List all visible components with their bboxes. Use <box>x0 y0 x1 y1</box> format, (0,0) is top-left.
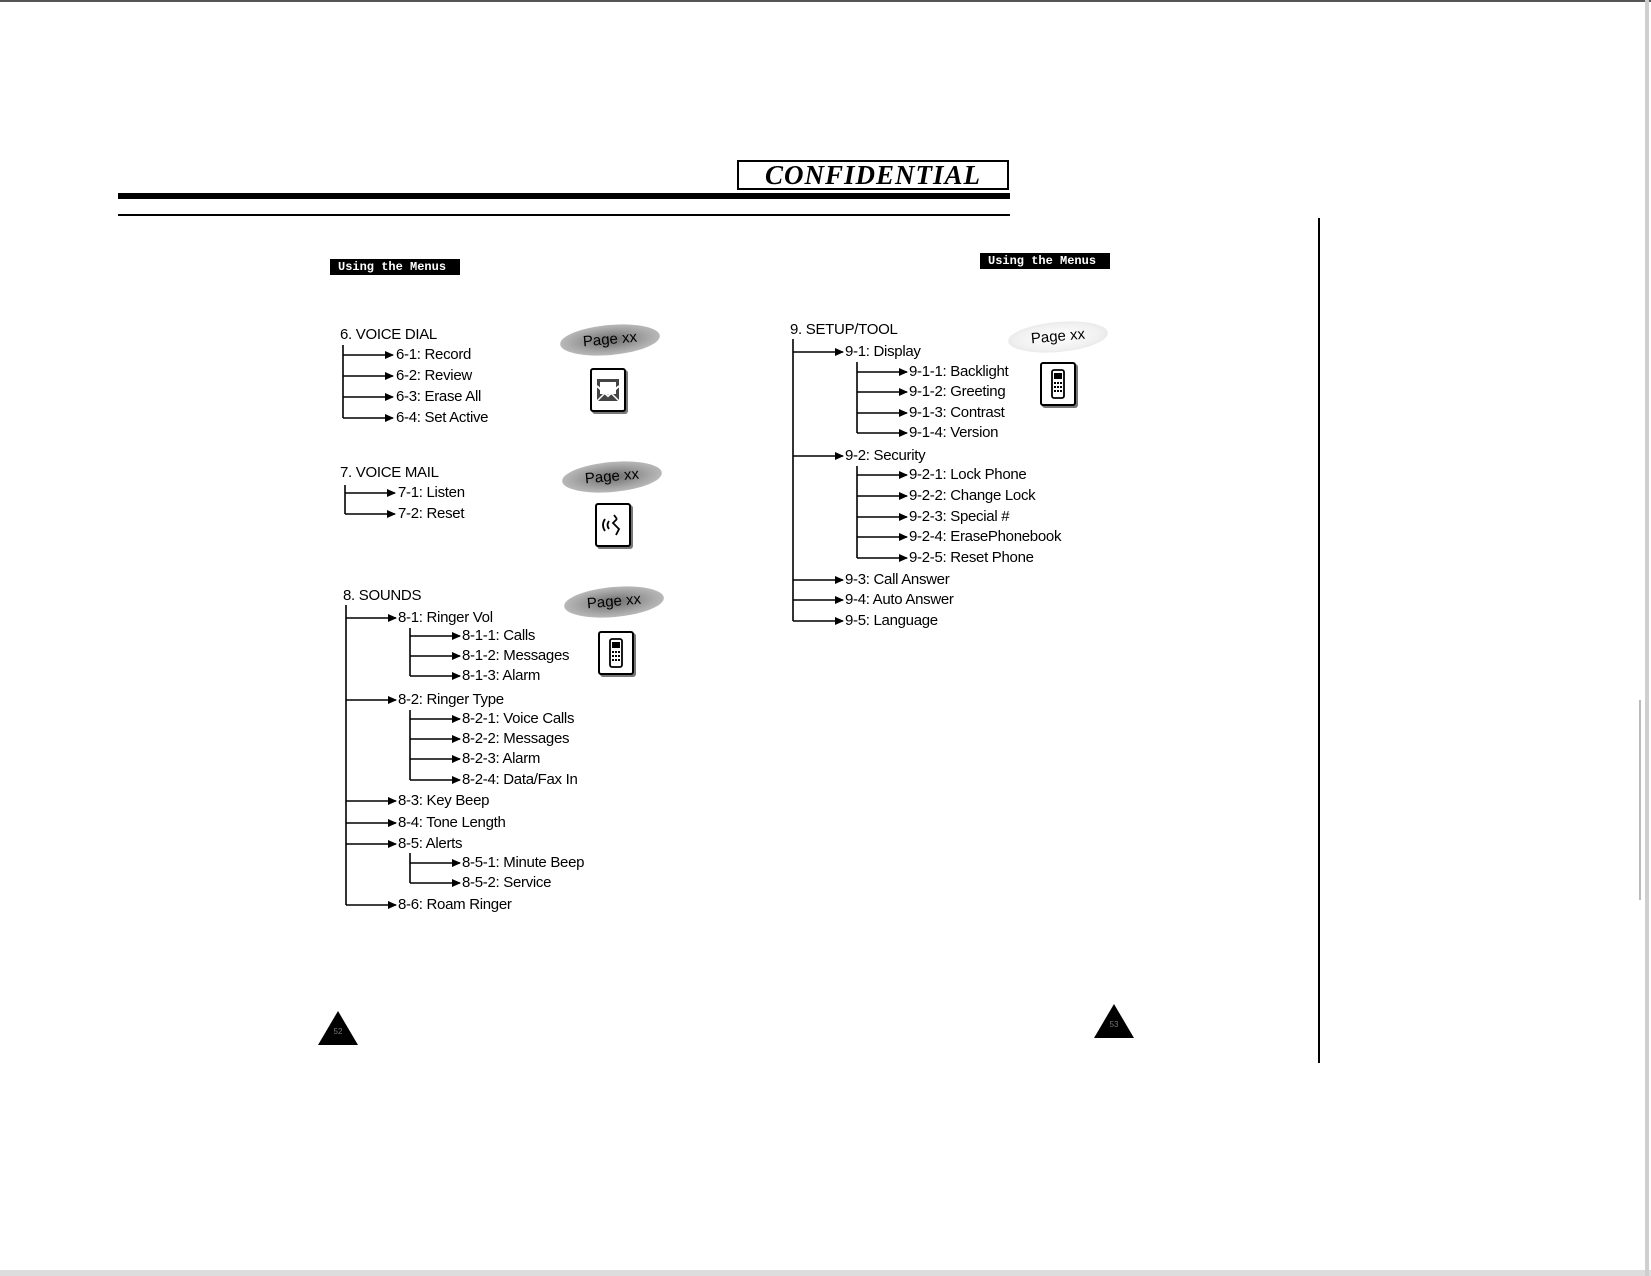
menu-item-9-2-3: 9-2-3: Special # <box>909 508 1010 525</box>
phone-icon <box>1040 362 1076 406</box>
menu-item-6-4: 6-4: Set Active <box>396 409 489 426</box>
menu-item-6-3: 6-3: Erase All <box>396 388 482 405</box>
voice-mail-title: 7. VOICE MAIL <box>340 464 439 481</box>
section-header-left: Using the Menus <box>330 259 460 275</box>
menu-item-8-2-3: 8-2-3: Alarm <box>462 750 541 767</box>
page-badge-setup-tool: Page xx <box>1007 318 1109 357</box>
phone-icon <box>598 631 634 675</box>
menu-item-7-2: 7-2: Reset <box>398 505 465 522</box>
menu-item-9-1: 9-1: Display <box>845 343 921 360</box>
page-badge-voice-mail: Page xx <box>561 458 663 497</box>
confidential-stamp: CONFIDENTIAL <box>737 160 1009 190</box>
envelope-icon <box>590 368 626 412</box>
page-badge-voice-dial: Page xx <box>559 321 661 360</box>
menu-item-8-4: 8-4: Tone Length <box>398 814 506 831</box>
page-number-right <box>1094 1004 1134 1038</box>
menu-item-8-1: 8-1: Ringer Vol <box>398 609 493 626</box>
menu-item-9-2-4: 9-2-4: ErasePhonebook <box>909 528 1062 545</box>
menu-item-9-4: 9-4: Auto Answer <box>845 591 954 608</box>
menu-item-7-1: 7-1: Listen <box>398 484 465 501</box>
menu-item-9-1-4: 9-1-4: Version <box>909 424 999 441</box>
page-number-right-text: 53 <box>1109 1020 1119 1029</box>
menu-item-9-5: 9-5: Language <box>845 612 938 629</box>
menu-item-8-1-3: 8-1-3: Alarm <box>462 667 541 684</box>
menu-item-8-1-1: 8-1-1: Calls <box>462 627 536 644</box>
menu-item-9-3: 9-3: Call Answer <box>845 571 950 588</box>
menu-item-9-2-2: 9-2-2: Change Lock <box>909 487 1036 504</box>
voice-mail-icon <box>595 503 631 547</box>
menu-item-9-1-3: 9-1-3: Contrast <box>909 404 1005 421</box>
menu-item-8-2-1: 8-2-1: Voice Calls <box>462 710 575 727</box>
menu-item-8-2-4: 8-2-4: Data/Fax In <box>462 771 578 788</box>
page-number-left-text: 52 <box>333 1027 343 1036</box>
menu-item-8-5: 8-5: Alerts <box>398 835 463 852</box>
menu-item-9-2-1: 9-2-1: Lock Phone <box>909 466 1027 483</box>
section-header-right: Using the Menus <box>980 253 1110 269</box>
sounds-title: 8. SOUNDS <box>343 587 422 604</box>
menu-item-8-5-2: 8-5-2: Service <box>462 874 552 891</box>
menu-item-8-6: 8-6: Roam Ringer <box>398 896 512 913</box>
menu-item-8-5-1: 8-5-1: Minute Beep <box>462 854 585 871</box>
menu-item-8-1-2: 8-1-2: Messages <box>462 647 570 664</box>
menu-item-9-2: 9-2: Security <box>845 447 926 464</box>
menu-item-8-3: 8-3: Key Beep <box>398 792 490 809</box>
menu-item-9-1-2: 9-1-2: Greeting <box>909 383 1006 400</box>
menu-item-6-2: 6-2: Review <box>396 367 472 384</box>
page-badge-sounds: Page xx <box>563 583 665 622</box>
voice-dial-title: 6. VOICE DIAL <box>340 326 437 343</box>
menu-item-6-1: 6-1: Record <box>396 346 472 363</box>
page-number-left <box>318 1011 358 1045</box>
menu-item-8-2: 8-2: Ringer Type <box>398 691 504 708</box>
setup-tool-title: 9. SETUP/TOOL <box>790 321 898 338</box>
menu-item-8-2-2: 8-2-2: Messages <box>462 730 570 747</box>
menu-item-9-2-5: 9-2-5: Reset Phone <box>909 549 1034 566</box>
menu-item-9-1-1: 9-1-1: Backlight <box>909 363 1009 380</box>
